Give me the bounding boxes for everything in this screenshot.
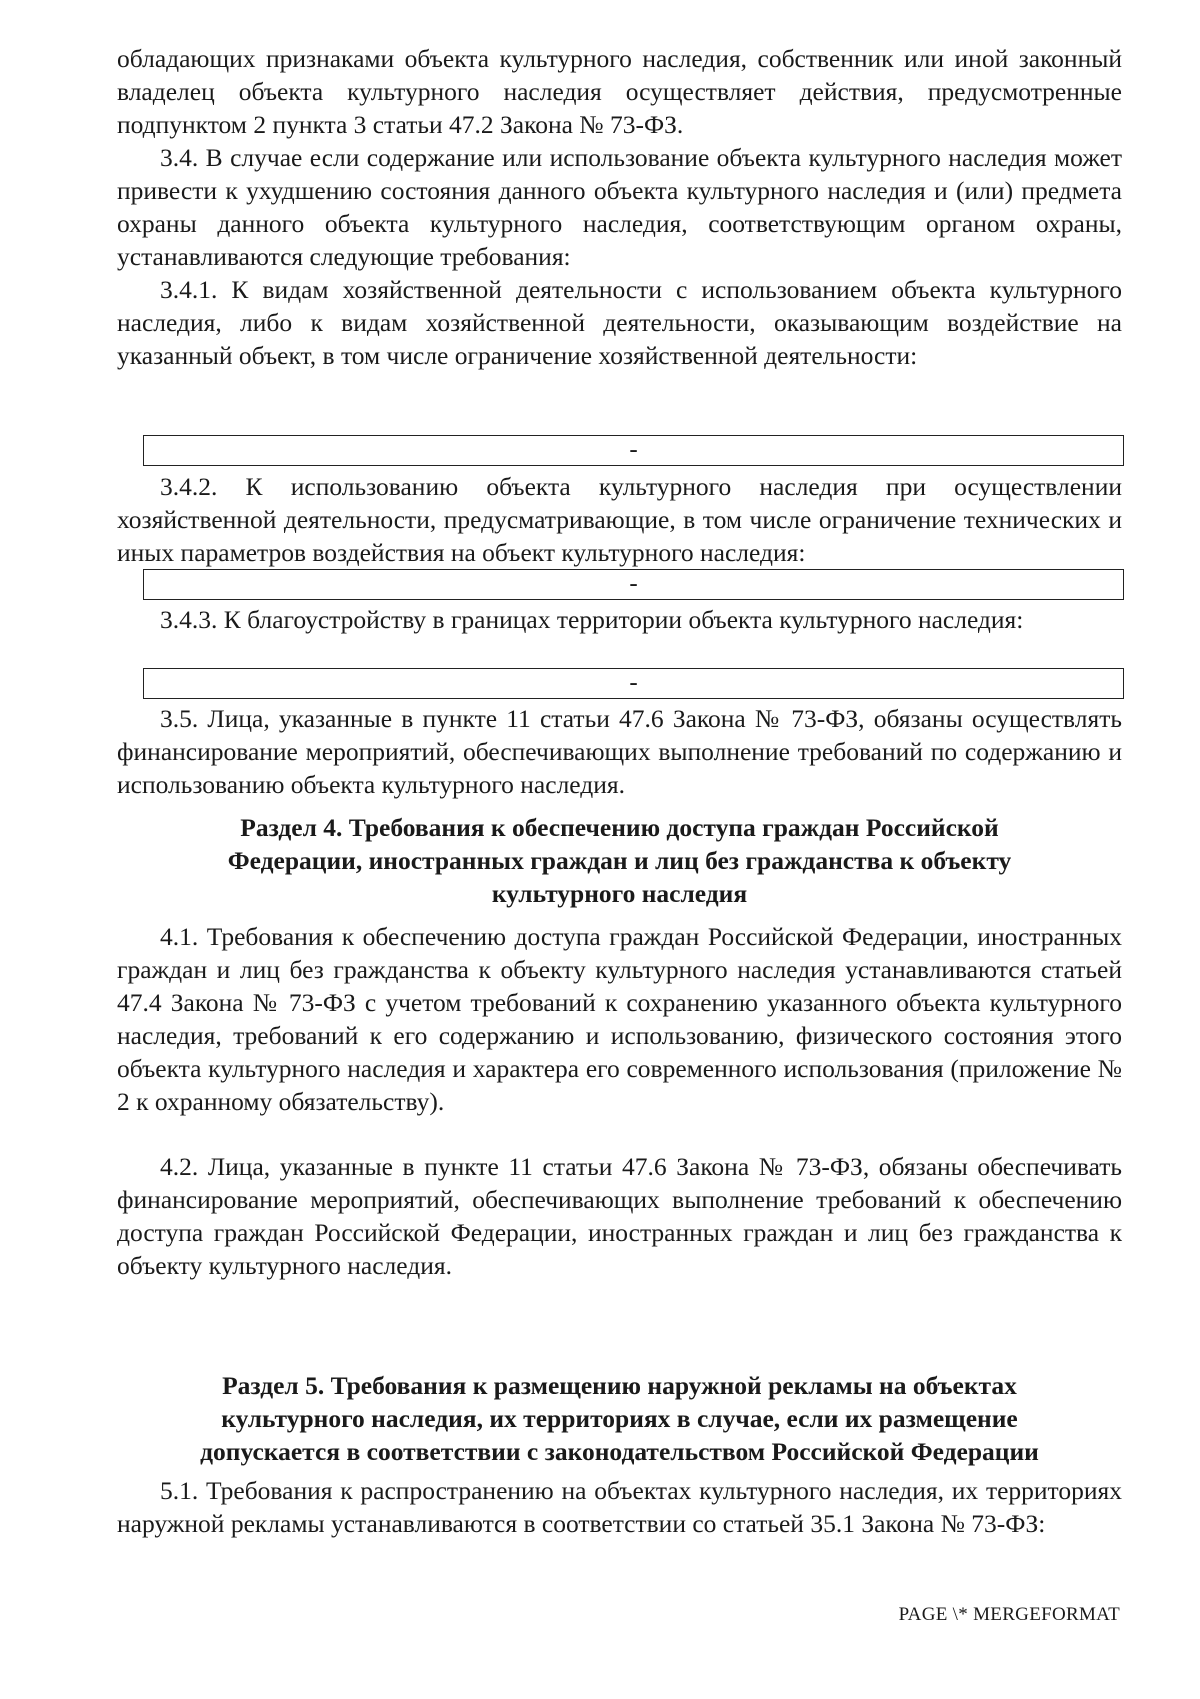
section-4-heading-line-3: культурного наследия xyxy=(491,879,748,908)
section-4-heading-line-1: Раздел 4. Требования к обеспечению доступа граждан Российской xyxy=(240,813,999,842)
paragraph-5-1: 5.1. Требования к распространению на объектах культурного наследия, их территориях наружной рекламы устанавливаются в соответствии со статьей 35.1 Закона № 73-ФЗ: xyxy=(117,1476,1122,1538)
section-5-heading-line-1: Раздел 5. Требования к размещению наружной рекламы на объектах xyxy=(222,1371,1017,1400)
page-footer-field: PAGE \* MERGEFORMAT xyxy=(898,1604,1120,1625)
paragraph-3-4: 3.4. В случае если содержание или использование объекта культурного наследия может привести к ухудшению состояния данного объекта культурного наследия и (или) предмета охраны данного объекта культурного наследия, соответствующим органом охраны, устанавливаются следующие требования: xyxy=(117,143,1122,271)
paragraph-3-4-3: 3.4.3. К благоустройству в границах территории объекта культурного наследия: xyxy=(160,605,1024,634)
section-4-heading-line-2: Федерации, иностранных граждан и лиц без гражданства к объекту xyxy=(227,846,1012,875)
paragraph-3-4-1: 3.4.1. К видам хозяйственной деятельности с использованием объекта культурного наследия, либо к видам хозяйственной деятельности, оказывающим воздействие на указанный объект, в том числе ограничение хозяйственной деятельности: xyxy=(117,275,1122,370)
paragraph-4-1: 4.1. Требования к обеспечению доступа граждан Российской Федерации, иностранных граждан и лиц без гражданства к объекту культурного наследия устанавливаются статьей 47.4 Закона № 73-ФЗ с учетом требований к сохранению указанного объекта культурного наследия, требований к его содержанию и использованию, физического состояния этого объекта культурного наследия и характера его современного использования (приложение № 2 к охранному обязательству). xyxy=(117,922,1122,1116)
section-4-heading xyxy=(117,811,1122,910)
table-cell-3-4-2: - xyxy=(143,569,1124,600)
paragraph-4-2: 4.2. Лица, указанные в пункте 11 статьи 47.6 Закона № 73-ФЗ, обязаны обеспечивать финансирование мероприятий, обеспечивающих выполнение требований к обеспечению доступа граждан Российской Федерации, иностранных граждан и лиц без гражданства к объекту культурного наследия. xyxy=(117,1152,1122,1280)
paragraph-intro: обладающих признаками объекта культурного наследия, собственник или иной законный владелец объекта культурного наследия осуществляет действия, предусмотренные подпунктом 2 пункта 3 статьи 47.2 Закона № 73-ФЗ. xyxy=(117,44,1122,139)
table-cell-3-4-1: - xyxy=(143,435,1124,466)
table-cell-3-4-3: - xyxy=(143,668,1124,699)
section-5-heading-line-2: культурного наследия, их территориях в случае, если их размещение xyxy=(221,1404,1018,1433)
paragraph-3-5: 3.5. Лица, указанные в пункте 11 статьи 47.6 Закона № 73-ФЗ, обязаны осуществлять финансирование мероприятий, обеспечивающих выполнение требований по содержанию и использованию объекта культурного наследия. xyxy=(117,704,1122,799)
paragraph-3-4-2: 3.4.2. К использованию объекта культурного наследия при осуществлении хозяйственной деятельности, предусматривающие, в том числе ограничение технических и иных параметров воздействия на объект культурного наследия: xyxy=(117,472,1122,567)
section-5-heading-line-3: допускается в соответствии с законодательством Российской Федерации xyxy=(200,1437,1039,1466)
section-5-heading xyxy=(117,1369,1122,1468)
